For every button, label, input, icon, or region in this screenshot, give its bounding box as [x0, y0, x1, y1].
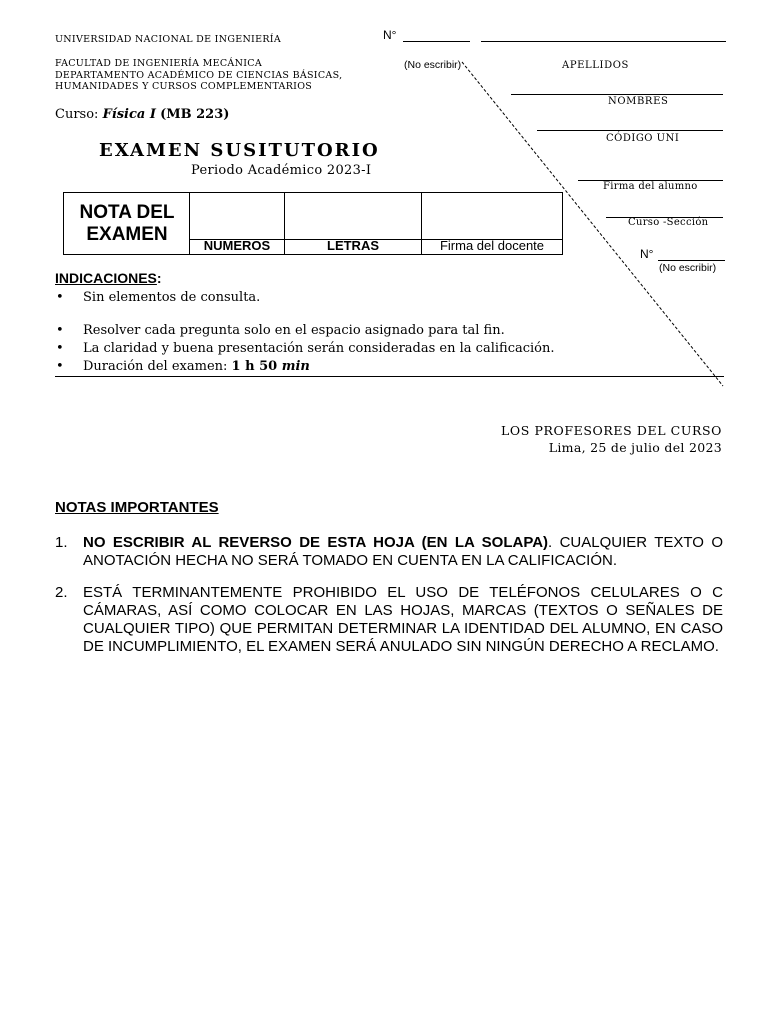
note-1-text: . CUALQUIER TEXTO O ANOTACIÓN HECHA NO SERÁ TOMADO EN CUENTA EN LA CALIFICACIÓN.: [83, 534, 723, 569]
teacher-signature-label: Firma del docente: [439, 238, 545, 253]
bullet-icon: •: [56, 359, 64, 374]
grade-numbers-label: NUMEROS: [203, 238, 271, 253]
bullet-icon: •: [56, 341, 64, 356]
grade-title-line-1: NOTA DEL: [79, 202, 175, 223]
place-date: Lima, 25 de julio del 2023: [548, 440, 722, 455]
bullet-icon: •: [56, 290, 64, 305]
note-2-text: ESTÁ TERMINANTEMENTE PROHIBIDO EL USO DE TELÉFONOS CELULARES O C CÁMARAS, ASÍ COMO COLOCAR EN LAS HOJAS, MARCAS (TEXTOS O SEÑALES DE CUALQUIER TIPO) QUE PERMITAN DETERMINAR LA IDENTIDAD DEL ALUMNO, EN CASO DE INCUMPLIMIENTO, EL EXAMEN SERÁ ANULADO SIN NINGÚN DERECHO A RECLAMO.: [83, 584, 723, 655]
exam-title: EXAMEN SUSITUTORIO: [99, 140, 380, 161]
flap-number-label-top: N°: [383, 28, 397, 42]
flap-no-write-top: (No escribir): [404, 59, 462, 71]
flap-number-label-bottom: N°: [640, 247, 654, 261]
flap-no-write-bottom: (No escribir): [659, 262, 717, 274]
course-label: Curso:: [55, 107, 99, 122]
instructions-heading: INDICACIONES:: [55, 270, 162, 286]
course-code: (MB 223): [160, 107, 230, 122]
course-name: Física I: [102, 107, 156, 122]
surnames-label: APELLIDOS: [562, 60, 629, 71]
uni-code-label: CÓDIGO UNI: [606, 133, 680, 144]
faculty-name: FACULTAD DE INGENIERÍA MECÁNICA: [55, 58, 262, 69]
duration-value: 1 h 50: [231, 359, 282, 374]
professors-signoff: LOS PROFESORES DEL CURSO: [501, 423, 722, 438]
note-1-bold: NO ESCRIBIR AL REVERSO DE ESTA HOJA (EN LA SOLAPA): [83, 534, 549, 551]
bullet-icon: •: [56, 323, 64, 338]
department-line-1: DEPARTAMENTO ACADÉMICO DE CIENCIAS BÁSICAS,: [55, 70, 343, 81]
department-line-2: HUMANIDADES Y CURSOS COMPLEMENTARIOS: [55, 81, 313, 92]
important-note-2: [55, 584, 723, 674]
grade-letters-label: LETRAS: [327, 238, 379, 253]
duration-unit: min: [281, 359, 310, 374]
academic-period: Periodo Académico 2023-I: [191, 163, 372, 178]
course-section-label: Curso -Sección: [628, 217, 709, 228]
note-number: 2.: [55, 584, 68, 601]
note-number: 1.: [55, 534, 68, 551]
important-notes-heading: NOTAS IMPORTANTES: [55, 499, 219, 516]
names-label: NOMBRES: [608, 96, 669, 107]
grade-title-line-2: EXAMEN: [86, 224, 168, 245]
university-name: UNIVERSIDAD NACIONAL DE INGENIERÍA: [55, 34, 282, 45]
instructions-divider: [55, 376, 724, 377]
student-signature-label: Firma del alumno: [603, 181, 698, 192]
important-note-1: [55, 534, 723, 570]
